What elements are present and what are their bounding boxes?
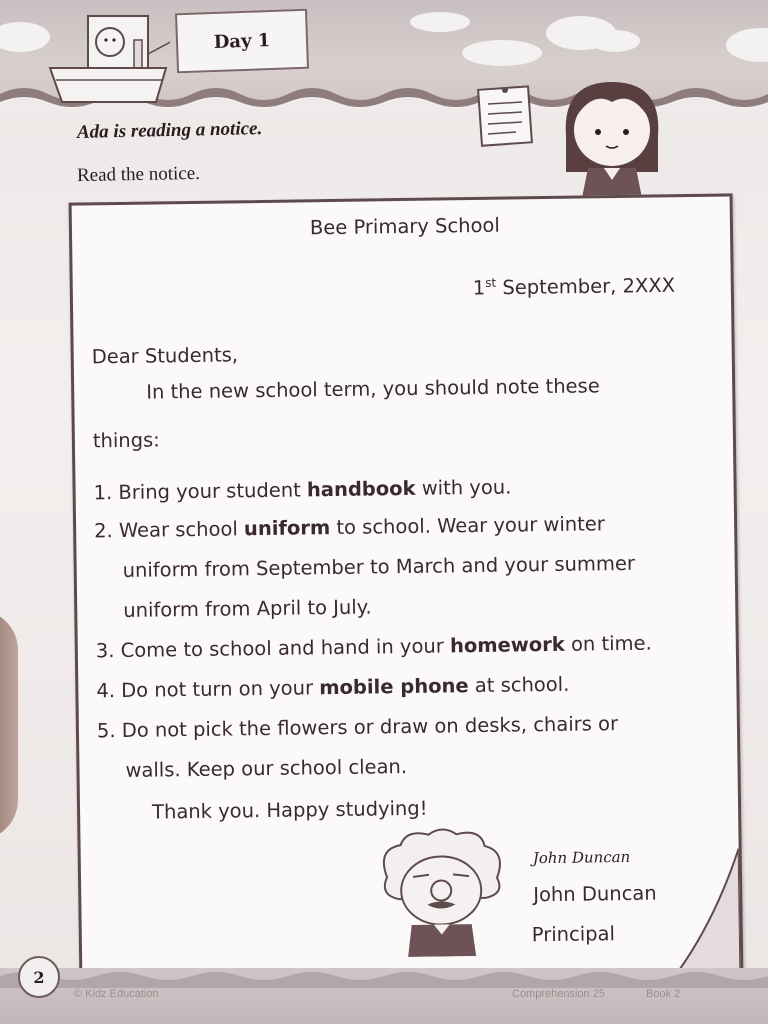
- page-curl-decoration: [675, 848, 741, 971]
- book-number: Book 2: [646, 988, 681, 1000]
- item-keyword: homework: [449, 632, 565, 658]
- item-keyword: handbook: [306, 476, 416, 502]
- item-text: with you.: [415, 475, 512, 500]
- greeting: Dear Students,: [91, 343, 239, 369]
- day-label: Day 1: [175, 9, 309, 74]
- item-text: to school. Wear your winter: [330, 512, 605, 540]
- list-item: [96, 632, 652, 663]
- notice-paper-icon: [476, 82, 536, 148]
- cloud-icon: [590, 30, 640, 52]
- item-text: 1. Bring your student: [93, 478, 308, 505]
- item-text: at school.: [468, 672, 570, 698]
- list-item-continued: walls. Keep our school clean.: [125, 755, 408, 782]
- item-text: 4. Do not turn on your: [96, 676, 320, 703]
- item-text: 3. Come to school and hand in your: [95, 634, 451, 663]
- date-rest: September, 2XXX: [502, 273, 676, 300]
- cloud-icon: [410, 12, 470, 32]
- cloud-icon: [0, 22, 50, 52]
- intro-line: In the new school term, you should note these: [146, 374, 600, 404]
- list-item: 5. Do not pick the flowers or draw on desks, chairs or: [96, 712, 619, 743]
- list-item: [93, 476, 511, 505]
- publisher-credit: © Kidz Education: [74, 988, 159, 1000]
- list-item-continued: uniform from April to July.: [123, 595, 372, 622]
- date-day: 1: [472, 276, 486, 300]
- notice-card: [69, 193, 744, 984]
- thumb-decoration: [0, 610, 18, 840]
- item-text: 2. Wear school: [93, 517, 245, 543]
- item-keyword: mobile phone: [319, 674, 469, 700]
- date-suffix: st: [485, 275, 497, 290]
- cloud-icon: [462, 40, 542, 66]
- list-item: [94, 512, 605, 542]
- notice-date: [473, 273, 676, 299]
- sender-title: Principal: [531, 922, 616, 947]
- intro-line: things:: [92, 428, 160, 453]
- cloud-icon: [726, 28, 768, 62]
- list-item: [96, 673, 569, 703]
- principal-character-icon: [376, 828, 508, 958]
- intro-title: Ada is reading a notice.: [76, 118, 263, 143]
- series-name: Comprehension 25: [512, 988, 605, 1000]
- page-number: 2: [18, 956, 60, 998]
- school-name: Bee Primary School: [309, 213, 500, 240]
- closing: Thank you. Happy studying!: [151, 796, 428, 824]
- intro-instruction: Read the notice.: [76, 162, 201, 187]
- sender-name: John Duncan: [533, 881, 657, 907]
- signature: John Duncan: [532, 847, 631, 868]
- wave-decoration: [0, 968, 768, 988]
- girl-character-icon: [552, 76, 672, 198]
- item-text: on time.: [564, 631, 652, 656]
- boat-icon: [46, 10, 170, 106]
- item-keyword: uniform: [243, 516, 331, 541]
- list-item-continued: uniform from September to March and your summer: [122, 551, 636, 582]
